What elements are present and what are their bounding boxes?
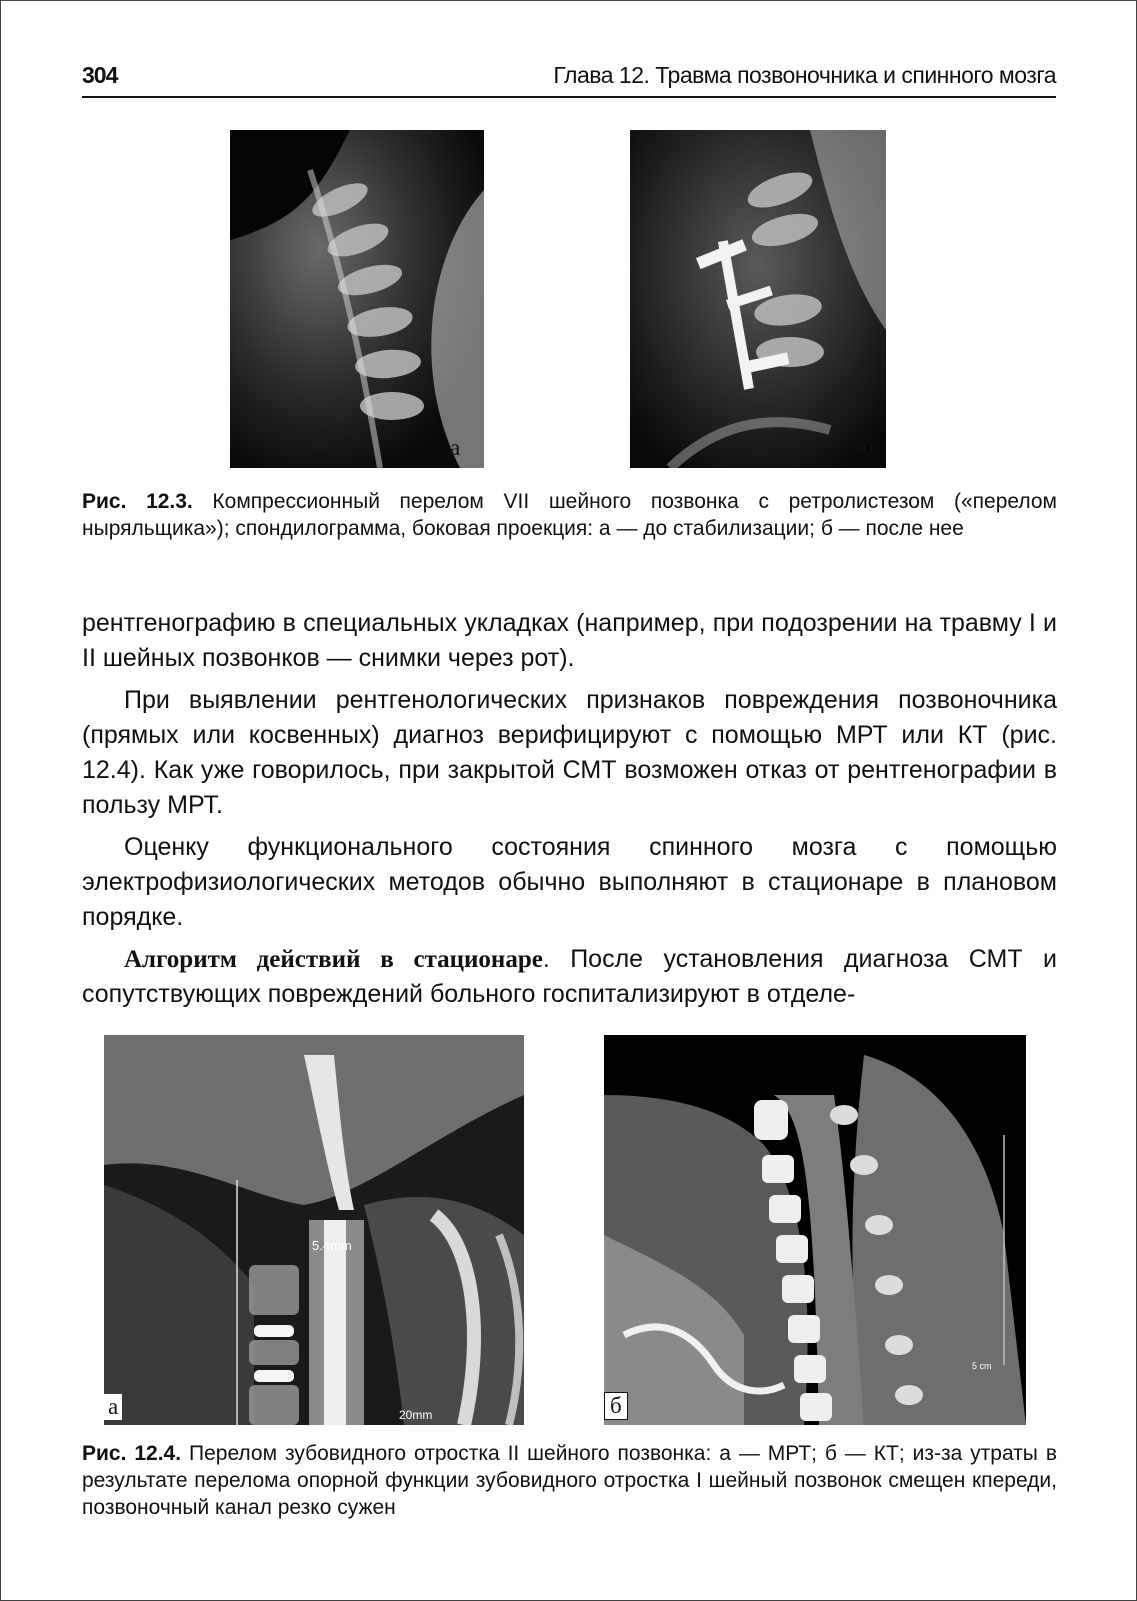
figure-12-4-caption-text: Перелом зубовидного отростка II шейного позвонка: а — МРТ; б — КТ; из-за утраты в результате перелома опорной функции зубовидного отростка I шейный позвонок смещен кпереди, позвоночный канал резко сужен [82,1442,1057,1519]
figure-12-4-caption [82,1440,1057,1521]
body-text [82,606,1057,1019]
paragraph-1: рентгенографию в специальных укладках (например, при подозрении на травму I и II шейных позвонков — снимки через рот). [82,609,1057,672]
figure-12-4-label-b: б [604,1392,628,1420]
figure-12-3-caption [82,488,1057,542]
page-number: 304 [82,62,118,88]
figure-12-3-caption-text: Компрессионный перелом VII шейного позвонка с ретролистезом («перелом ныряльщика»); спондилограмма, боковая проекция: а — до стабилизации; б — после нее [82,490,1057,540]
figure-12-3-label-b: б [862,435,874,460]
figure-12-3-caption-number: Рис. 12.3. [82,490,193,513]
mri-scale-label: 20mm [399,1408,433,1422]
xray-after-image [630,130,886,468]
paragraph-2: При выявлении рентгенологических признаков повреждения позвоночника (прямых или косвенных) диагноз верифицируют с помощью МРТ или КТ (рис. 12.4). Как уже говорилось, при закрытой СМТ возможен отказ от рентгенографии в пользу МРТ. [82,686,1057,819]
mri-image [104,1035,524,1425]
page-header [82,60,1056,98]
paragraph-4 [82,942,1057,1012]
figure-12-4-caption-number: Рис. 12.4. [82,1442,182,1465]
algorithm-heading: Алгоритм действий в стационаре [124,946,543,973]
chapter-title: Глава 12. Травма позвоночника и спинного мозга [553,62,1056,88]
figure-12-3-label-a: а [450,435,461,460]
figure-12-4-label-a: а [104,1394,122,1420]
xray-before-image [230,130,484,468]
paragraph-3: Оценку функционального состояния спинного мозга с помощью электрофизиологических методов обычно выполняют в стационаре в плановом порядке. [82,833,1057,931]
paragraph-4-text: . После установления диагноза СМТ и сопутствующих повреждений больного госпитализируют в отделе- [82,945,1057,1008]
ct-scale-label: 5 cm [972,1361,992,1371]
mri-measure-label: 5.4mm [312,1238,352,1253]
ct-image [604,1035,1026,1425]
